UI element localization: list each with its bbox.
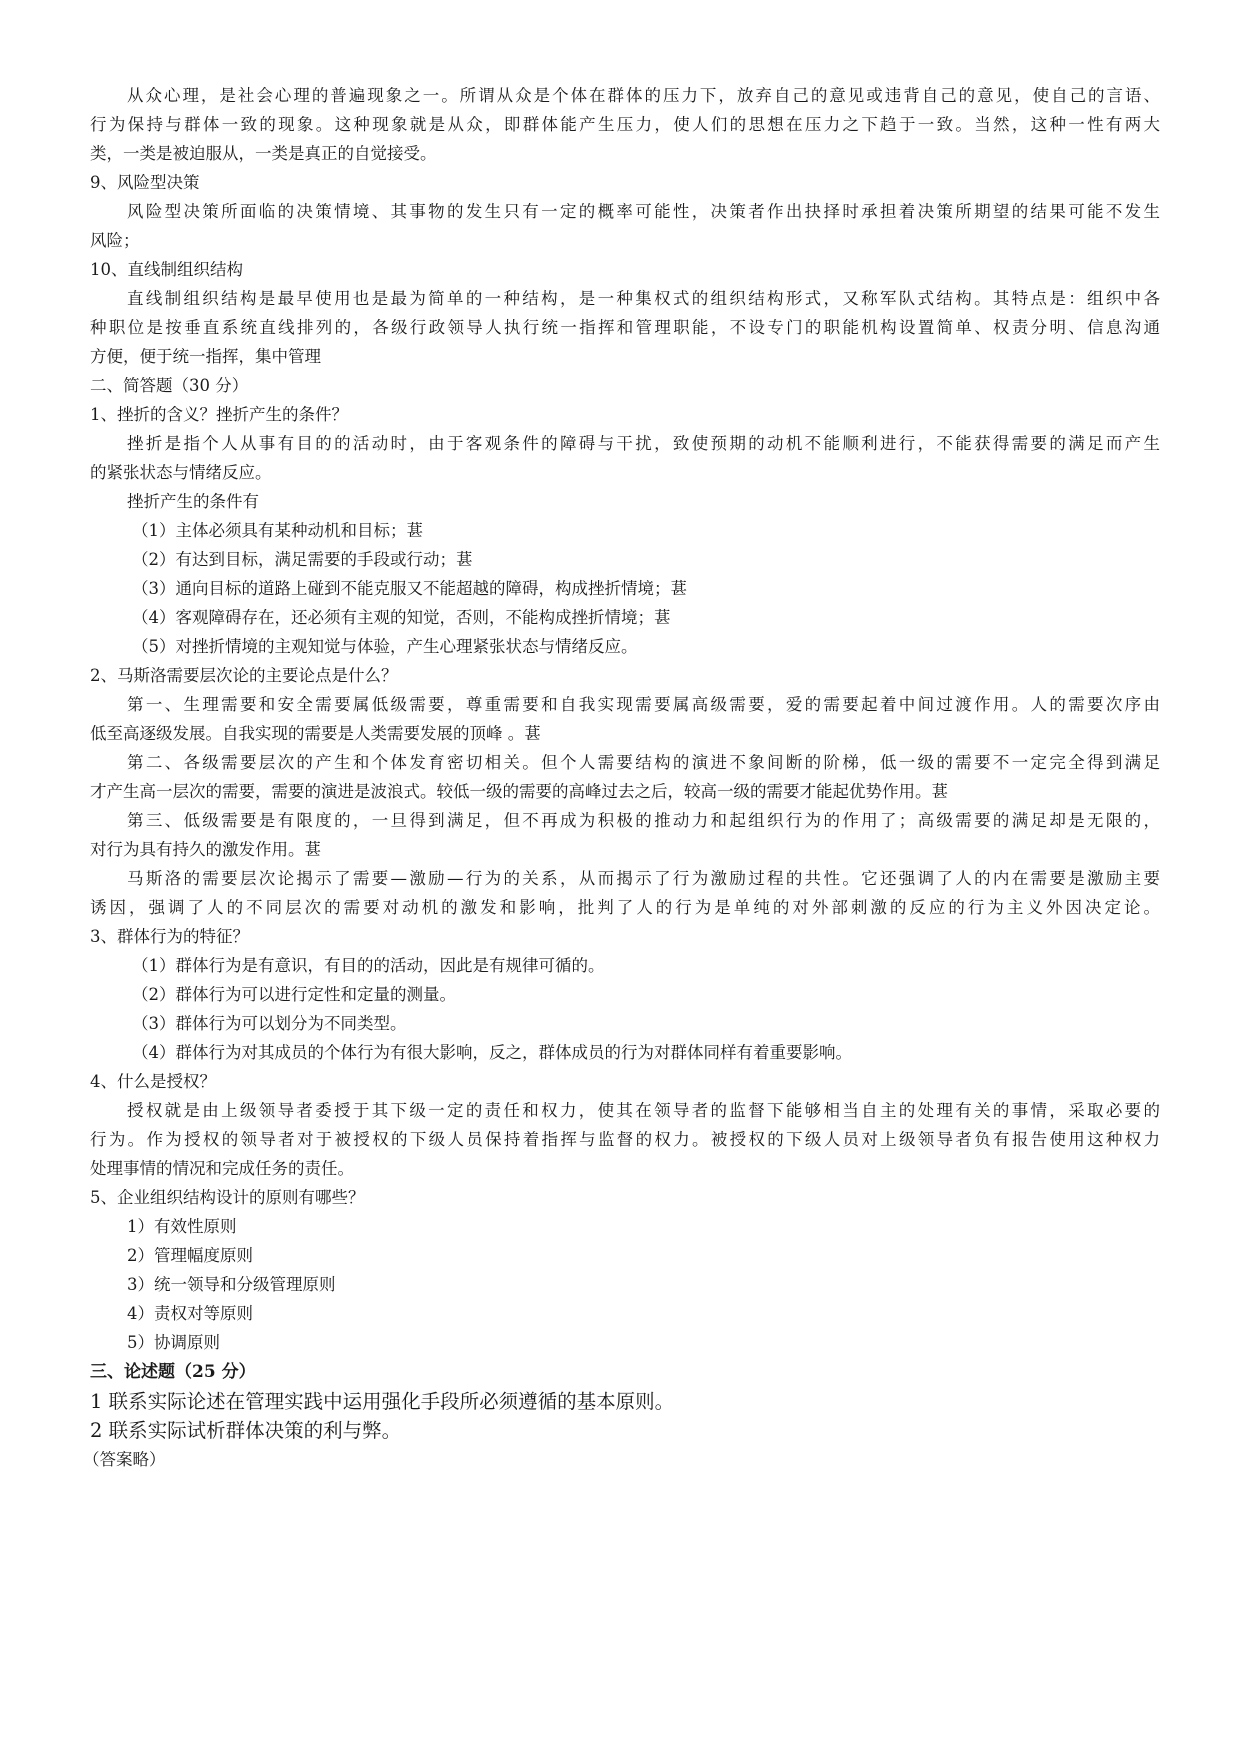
section-heading: 9、风险型决策 [90, 173, 200, 192]
list-item: （2）群体行为可以进行定性和定量的测量。 [132, 985, 456, 1004]
paragraph-line: 直线制组织结构是最早使用也是最为简单的一种结构，是一种集权式的组织结构形式，又称军队式结构。其特点是：组织中各 [127, 289, 1160, 308]
paragraph-line: 授权就是由上级领导者委授于其下级一定的责任和权力，使其在领导者的监督下能够相当自主的处理有关的事情，采取必要的 [127, 1101, 1160, 1120]
paragraph-line: 方便，便于统一指挥，集中管理 [90, 347, 321, 366]
question-heading: 4、什么是授权？ [90, 1072, 216, 1091]
paragraph-line: 行为保持与群体一致的现象。这种现象就是从众，即群体能产生压力，使人们的思想在压力之下趋于一致。当然，这种一性有两大 [90, 115, 1160, 134]
paragraph-line: 第二、各级需要层次的产生和个体发育密切相关。但个人需要结构的演进不象间断的阶梯，低一级的需要不一定完全得到满足 [127, 753, 1160, 772]
paragraph-line: 才产生高一层次的需要，需要的演进是波浪式。较低一级的需要的高峰过去之后，较高一级的需要才能起优势作用。葚 [90, 782, 948, 801]
paragraph-line: 对行为具有持久的激发作用。葚 [90, 840, 321, 859]
question-heading: 1、挫折的含义？挫折产生的条件？ [90, 405, 348, 424]
section-title: 三、论述题（25 分） [90, 1362, 256, 1382]
paragraph-line: 挫折是指个人从事有目的的活动时，由于客观条件的障碍与干扰，致使预期的动机不能顺利进行，不能获得需要的满足而产生 [127, 434, 1160, 453]
essay-question: 1 联系实际论述在管理实践中运用强化手段所必须遵循的基本原则。 [90, 1390, 675, 1413]
question-heading: 2、马斯洛需要层次论的主要论点是什么？ [90, 666, 398, 685]
list-item: （1）群体行为是有意识，有目的的活动，因此是有规律可循的。 [132, 956, 605, 975]
list-item: （2）有达到目标，满足需要的手段或行动；葚 [132, 550, 473, 569]
question-heading: 3、群体行为的特征？ [90, 927, 249, 946]
paragraph-line: 处理事情的情况和完成任务的责任。 [90, 1159, 354, 1178]
section-title: 二、简答题（30 分） [90, 376, 249, 395]
list-item: 1）有效性原则 [127, 1217, 237, 1236]
paragraph-line: 风险； [90, 231, 140, 250]
paragraph-line: 挫折产生的条件有 [127, 492, 259, 511]
paragraph-line: 种职位是按垂直系统直线排列的，各级行政领导人执行统一指挥和管理职能，不设专门的职能机构设置简单、权责分明、信息沟通 [90, 318, 1160, 337]
paragraph-line: 的紧张状态与情绪反应。 [90, 463, 272, 482]
paragraph-line: 低至高逐级发展。自我实现的需要是人类需要发展的顶峰 。葚 [90, 724, 541, 743]
list-item: 5）协调原则 [127, 1333, 220, 1352]
list-item: （4）客观障碍存在，还必须有主观的知觉，否则，不能构成挫折情境；葚 [132, 608, 671, 627]
answer-note: （答案略） [83, 1450, 166, 1469]
list-item: 3）统一领导和分级管理原则 [127, 1275, 336, 1294]
paragraph-line: 风险型决策所面临的决策情境、其事物的发生只有一定的概率可能性，决策者作出抉择时承担着决策所期望的结果可能不发生 [127, 202, 1160, 221]
paragraph-line: 第三、低级需要是有限度的，一旦得到满足，但不再成为积极的推动力和起组织行为的作用了；高级需要的满足却是无限的， [127, 811, 1160, 830]
paragraph-line: 行为。作为授权的领导者对于被授权的下级人员保持着指挥与监督的权力。被授权的下级人员对上级领导者负有报告使用这种权力 [90, 1130, 1160, 1149]
list-item: （3）群体行为可以划分为不同类型。 [132, 1014, 407, 1033]
essay-question: 2 联系实际试析群体决策的利与弊。 [90, 1419, 402, 1442]
paragraph-line: 从众心理，是社会心理的普遍现象之一。所谓从众是个体在群体的压力下，放弃自己的意见或违背自己的意见，使自己的言语、 [127, 86, 1160, 105]
list-item: 4）责权对等原则 [127, 1304, 253, 1323]
list-item: （5）对挫折情境的主观知觉与体验，产生心理紧张状态与情绪反应。 [132, 637, 638, 656]
paragraph-line: 诱因，强调了人的不同层次的需要对动机的激发和影响，批判了人的行为是单纯的对外部刺激的反应的行为主义外因决定论。 [90, 898, 1160, 917]
list-item: （4）群体行为对其成员的个体行为有很大影响，反之，群体成员的行为对群体同样有着重要影响。 [132, 1043, 852, 1062]
paragraph-line: 第一、生理需要和安全需要属低级需要，尊重需要和自我实现需要属高级需要，爱的需要起着中间过渡作用。人的需要次序由 [127, 695, 1160, 714]
list-item: （3）通向目标的道路上碰到不能克服又不能超越的障碍，构成挫折情境；葚 [132, 579, 687, 598]
list-item: 2）管理幅度原则 [127, 1246, 253, 1265]
list-item: （1）主体必须具有某种动机和目标；葚 [132, 521, 423, 540]
section-heading: 10、直线制组织结构 [90, 260, 243, 279]
question-heading: 5、企业组织结构设计的原则有哪些？ [90, 1188, 365, 1207]
paragraph-line: 马斯洛的需要层次论揭示了需要—激励—行为的关系，从而揭示了行为激励过程的共性。它还强调了人的内在需要是激励主要 [127, 869, 1160, 888]
paragraph-line: 类，一类是被迫服从，一类是真正的自觉接受。 [90, 144, 437, 163]
